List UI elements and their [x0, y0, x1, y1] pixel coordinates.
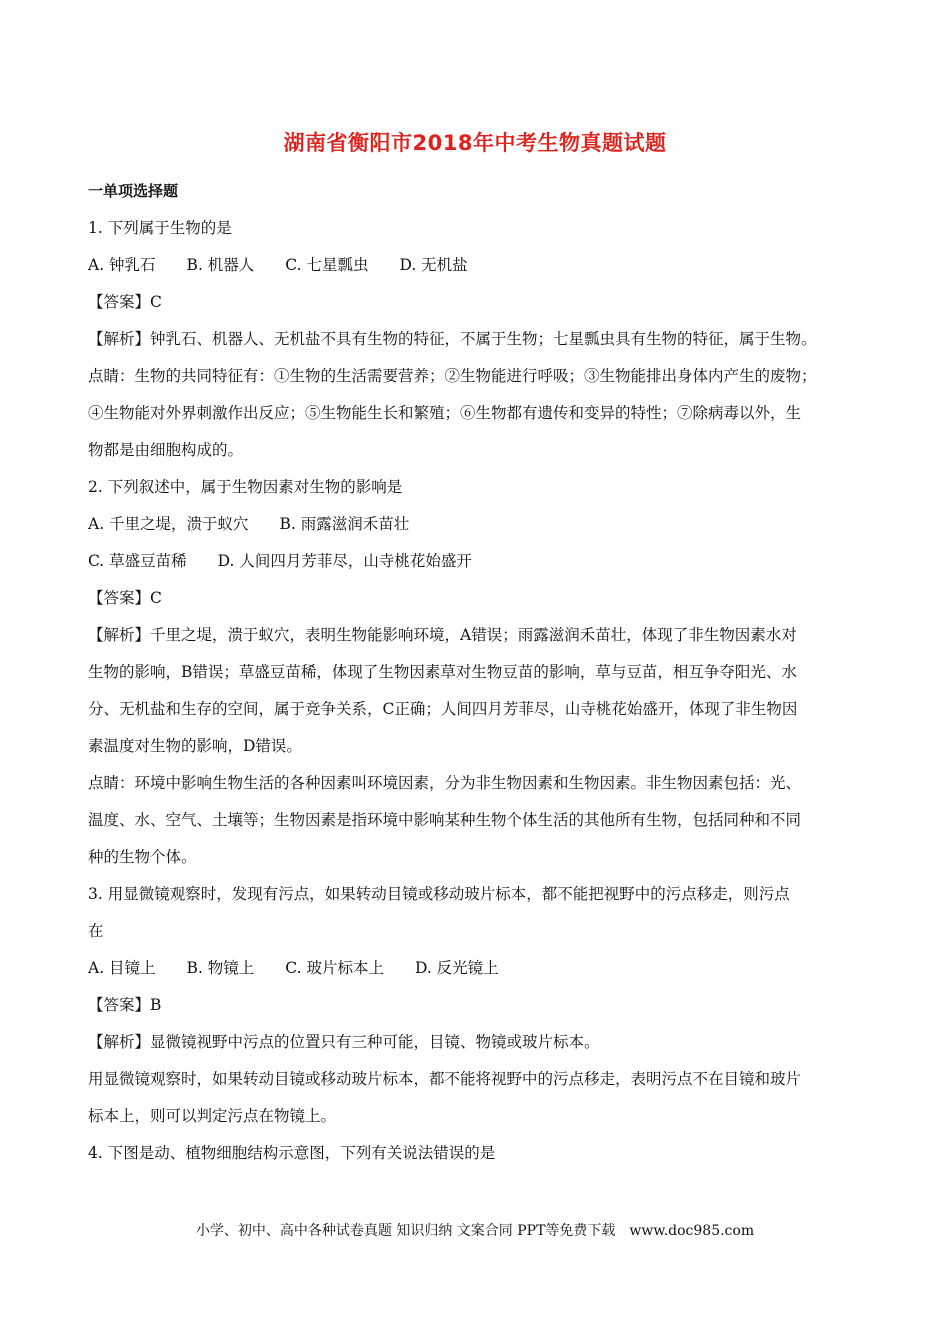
text-line: 【答案】C — [88, 293, 162, 311]
text-line: 种的生物个体。 — [88, 848, 197, 866]
text-line: C. 草盛豆苗稀 D. 人间四月芳菲尽，山寺桃花始盛开 — [88, 552, 472, 570]
text-line: 1. 下列属于生物的是 — [88, 219, 232, 237]
text-line: 点睛：生物的共同特征有：①生物的生活需要营养；②生物能进行呼吸；③生物能排出身体内产生的废物； — [88, 367, 817, 385]
text-line: 素温度对生物的影响，D错误。 — [88, 737, 302, 755]
text-line: 【解析】显微镜视野中污点的位置只有三种可能，目镜、物镜或玻片标本。 — [88, 1033, 600, 1051]
text-line: 【解析】钟乳石、机器人、无机盐不具有生物的特征，不属于生物；七星瓢虫具有生物的特征，属于生物。 — [88, 330, 817, 348]
text-line: 在 — [88, 922, 104, 940]
text-line: 分、无机盐和生存的空间，属于竞争关系，C正确；人间四月芳菲尽，山寺桃花始盛开，体现了非生物因 — [88, 700, 798, 718]
text-line: A. 钟乳石 B. 机器人 C. 七星瓢虫 D. 无机盐 — [88, 256, 468, 274]
text-line: A. 目镜上 B. 物镜上 C. 玻片标本上 D. 反光镜上 — [88, 959, 499, 977]
page-footer: 小学、初中、高中各种试卷真题 知识归纳 文案合同 PPT等免费下载 www.doc985.com — [195, 1223, 755, 1239]
text-line: 点睛：环境中影响生物生活的各种因素叫环境因素，分为非生物因素和生物因素。非生物因素包括：光、 — [88, 774, 802, 792]
text-line: 【答案】C — [88, 589, 162, 607]
text-line: 4. 下图是动、植物细胞结构示意图，下列有关说法错误的是 — [88, 1144, 496, 1162]
text-line: 【解析】千里之堤，溃于蚁穴，表明生物能影响环境，A错误；雨露滋润禾苗壮，体现了非生物因素水对 — [88, 626, 797, 644]
text-line: A. 千里之堤，溃于蚁穴 B. 雨露滋润禾苗壮 — [88, 515, 410, 533]
question-content — [88, 210, 866, 1172]
text-line: 温度、水、空气、土壤等；生物因素是指环境中影响某种生物个体生活的其他所有生物，包括同种和不同 — [88, 811, 802, 829]
text-line: 2. 下列叙述中，属于生物因素对生物的影响是 — [88, 478, 403, 496]
text-line: 标本上，则可以判定污点在物镜上。 — [88, 1107, 337, 1125]
text-line: 3. 用显微镜观察时，发现有污点，如果转动目镜或移动玻片标本，都不能把视野中的污点移走，则污点 — [88, 885, 790, 903]
page-title: 湖南省衡阳市2018年中考生物真题试题 — [283, 131, 667, 155]
section-heading: 一单项选择题 — [88, 182, 179, 200]
text-line: 生物的影响，B错误；草盛豆苗稀，体现了生物因素草对生物豆苗的影响，草与豆苗，相互争夺阳光、水 — [88, 663, 797, 681]
text-line: ④生物能对外界刺激作出反应；⑤生物能生长和繁殖；⑥生物都有遗传和变异的特性；⑦除病毒以外，生 — [88, 404, 802, 422]
text-line: 物都是由细胞构成的。 — [88, 441, 244, 459]
text-line: 【答案】B — [88, 996, 162, 1014]
text-line: 用显微镜观察时，如果转动目镜或移动玻片标本，都不能将视野中的污点移走，表明污点不在目镜和玻片 — [88, 1070, 802, 1088]
